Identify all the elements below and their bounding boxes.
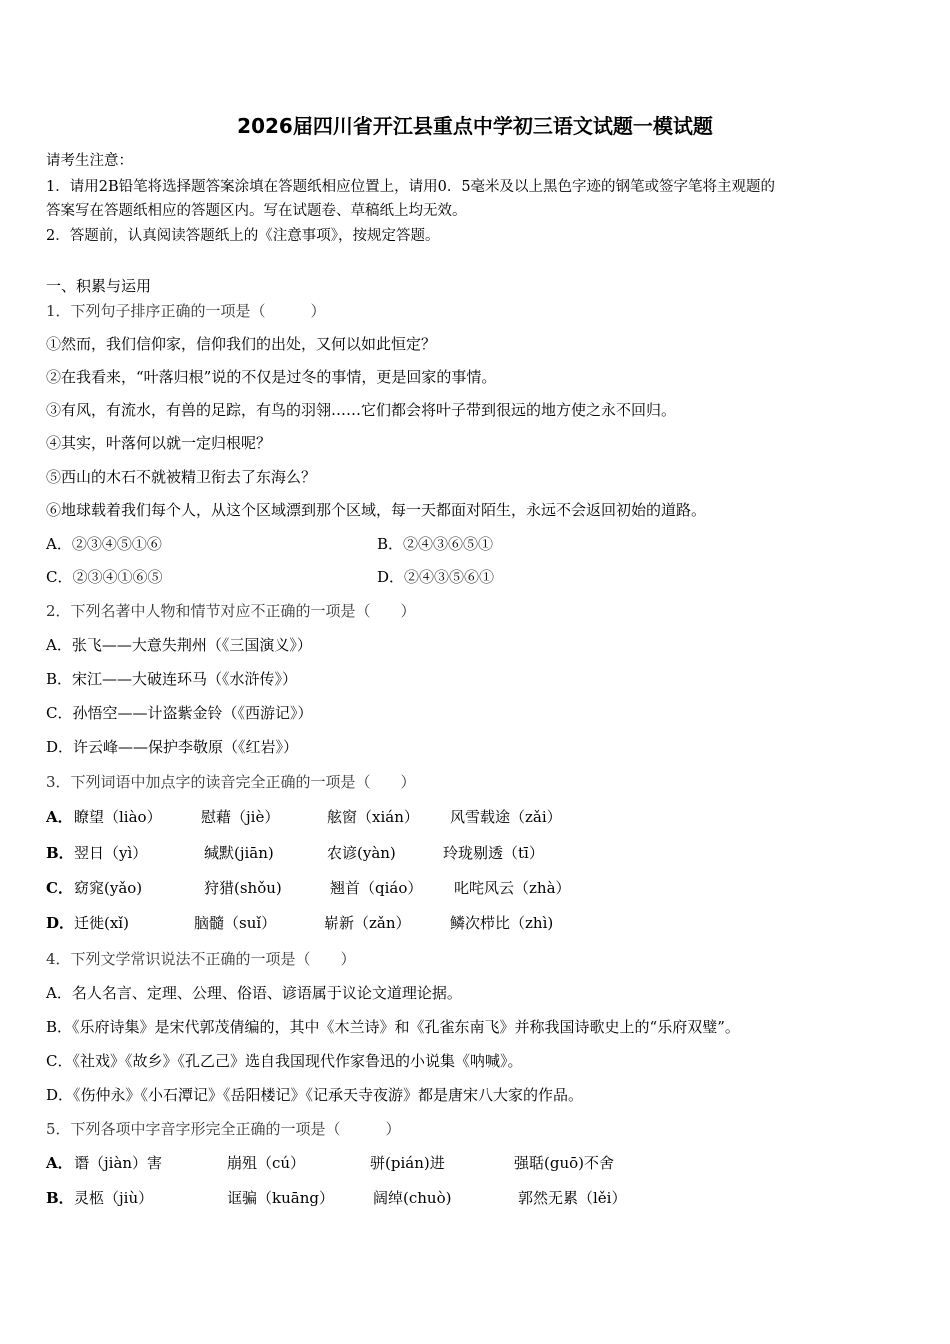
pinyin-item: 瞭望（liào）	[74, 808, 162, 826]
q3-option-d[interactable]	[46, 912, 646, 934]
option-label: D．	[46, 914, 75, 932]
q1-sentence: ①然而，我们信仰家，信仰我们的出处，又何以如此恒定？	[46, 335, 437, 353]
pinyin-item: 叱咤风云（zhà）	[454, 879, 571, 897]
q2-option-c[interactable]: C．孙悟空——计盗紫金铃（《西游记》）	[46, 704, 313, 722]
q4-option-d[interactable]: D．《伤仲永》《小石潭记》《岳阳楼记》《记承天寺夜游》都是唐宋八大家的作品。	[46, 1086, 584, 1104]
q1-option-c[interactable]: C．②③④①⑥⑤	[46, 568, 163, 586]
q2-option-b[interactable]: B．宋江——大破连环马（《水浒传》）	[46, 670, 298, 688]
pinyin-item: 窈窕(yǎo)	[74, 879, 143, 897]
pinyin-item: 鳞次栉比（zhì)	[450, 914, 554, 932]
pinyin-item: 迁徙(xǐ)	[74, 914, 129, 932]
q5-option-b[interactable]	[46, 1187, 666, 1209]
pinyin-item: 翌日（yì）	[74, 844, 148, 862]
q3-option-b[interactable]	[46, 842, 646, 864]
q1-option-row	[46, 566, 646, 588]
pinyin-item: 郭然无累（lěi）	[518, 1189, 627, 1207]
pinyin-item: 玲珑剔透（tī）	[443, 844, 544, 862]
q4-stem: 4．下列文学常识说法不正确的一项是（ ）	[46, 950, 356, 968]
pinyin-item: 翘首（qiáo）	[330, 879, 423, 897]
q1-sentence: ③有风，有流水，有兽的足踪，有鸟的羽翎……它们都会将叶子带到很远的地方使之永不回归。	[46, 401, 677, 419]
q1-sentence: ②在我看来，“叶落归根”说的不仅是过冬的事情，更是回家的事情。	[46, 368, 497, 386]
pinyin-item: 谮（jiàn）害	[74, 1154, 163, 1172]
pinyin-item: 崩殂（cú）	[227, 1154, 306, 1172]
pinyin-item: 崭新（zǎn）	[324, 914, 411, 932]
q3-option-a[interactable]	[46, 806, 646, 828]
pinyin-item: 狩猎(shǒu)	[204, 879, 282, 897]
notice-heading: 请考生注意：	[46, 153, 133, 169]
option-label: C．	[46, 879, 73, 897]
pinyin-item: 缄默(jiān)	[204, 844, 274, 862]
pinyin-item: 诓骗（kuāng）	[227, 1189, 334, 1207]
q1-sentence: ⑤西山的木石不就被精卫衔去了东海么？	[46, 468, 317, 486]
option-label: B．	[46, 1189, 74, 1207]
notice-line-3: 2．答题前，认真阅读答题纸上的《注意事项》，按规定答题。	[46, 228, 440, 244]
notice-line-2: 答案写在答题纸相应的答题区内。写在试题卷、草稿纸上均无效。	[46, 203, 467, 219]
pinyin-item: 农谚(yàn)	[327, 844, 396, 862]
section-heading: 一、积累与运用	[46, 277, 152, 295]
pinyin-item: 骈(pián)进	[370, 1154, 445, 1172]
notice-line-1: 1．请用2B铅笔将选择题答案涂填在答题纸相应位置上，请用0．5毫米及以上黑色字迹的钢笔或签字笔将主观题的	[46, 179, 776, 195]
q1-option-b[interactable]: B．②④③⑥⑤①	[377, 535, 494, 553]
q4-option-c[interactable]: C．《社戏》《故乡》《孔乙己》选自我国现代作家鲁迅的小说集《呐喊》。	[46, 1052, 523, 1070]
pinyin-item: 慰藉（jiè）	[201, 808, 280, 826]
q1-stem: 1．下列句子排序正确的一项是（ ）	[46, 302, 326, 320]
pinyin-item: 灵柩（jiù）	[74, 1189, 154, 1207]
q5-option-a[interactable]	[46, 1152, 666, 1174]
option-label: A．	[46, 808, 73, 826]
q1-option-a[interactable]: A．②③④⑤①⑥	[46, 535, 162, 553]
q4-option-a[interactable]: A．名人名言、定理、公理、俗语、谚语属于议论文道理论据。	[46, 984, 462, 1002]
q3-option-c[interactable]	[46, 877, 646, 899]
q5-stem: 5．下列各项中字音字形完全正确的一项是（ ）	[46, 1120, 401, 1138]
pinyin-item: 风雪载途（zǎi）	[450, 808, 562, 826]
pinyin-item: 舷窗（xián）	[327, 808, 419, 826]
q1-sentence: ⑥地球载着我们每个人，从这个区域漂到那个区域，每一天都面对陌生，永远不会返回初始的道路。	[46, 501, 707, 519]
q2-stem: 2．下列名著中人物和情节对应不正确的一项是（ ）	[46, 602, 416, 620]
exam-title: 2026届四川省开江县重点中学初三语文试题一模试题	[237, 114, 713, 138]
option-label: A．	[46, 1154, 73, 1172]
q1-option-d[interactable]: D．②④③⑤⑥①	[377, 568, 495, 586]
q4-option-b[interactable]: B．《乐府诗集》是宋代郭茂倩编的，其中《木兰诗》和《孔雀东南飞》并称我国诗歌史上的“乐府双璧”。	[46, 1018, 740, 1036]
q1-sentence: ④其实，叶落何以就一定归根呢？	[46, 434, 272, 452]
q3-stem: 3．下列词语中加点字的读音完全正确的一项是（ ）	[46, 773, 416, 791]
pinyin-item: 强聒(guō)不舍	[514, 1154, 614, 1172]
pinyin-item: 脑髓（suǐ）	[194, 914, 277, 932]
q1-option-row	[46, 533, 646, 555]
option-label: B．	[46, 844, 74, 862]
q2-option-a[interactable]: A．张飞——大意失荆州（《三国演义》）	[46, 636, 312, 654]
q2-option-d[interactable]: D．许云峰——保护李敬原（《红岩》）	[46, 738, 299, 756]
pinyin-item: 阔绰(chuò)	[373, 1189, 452, 1207]
